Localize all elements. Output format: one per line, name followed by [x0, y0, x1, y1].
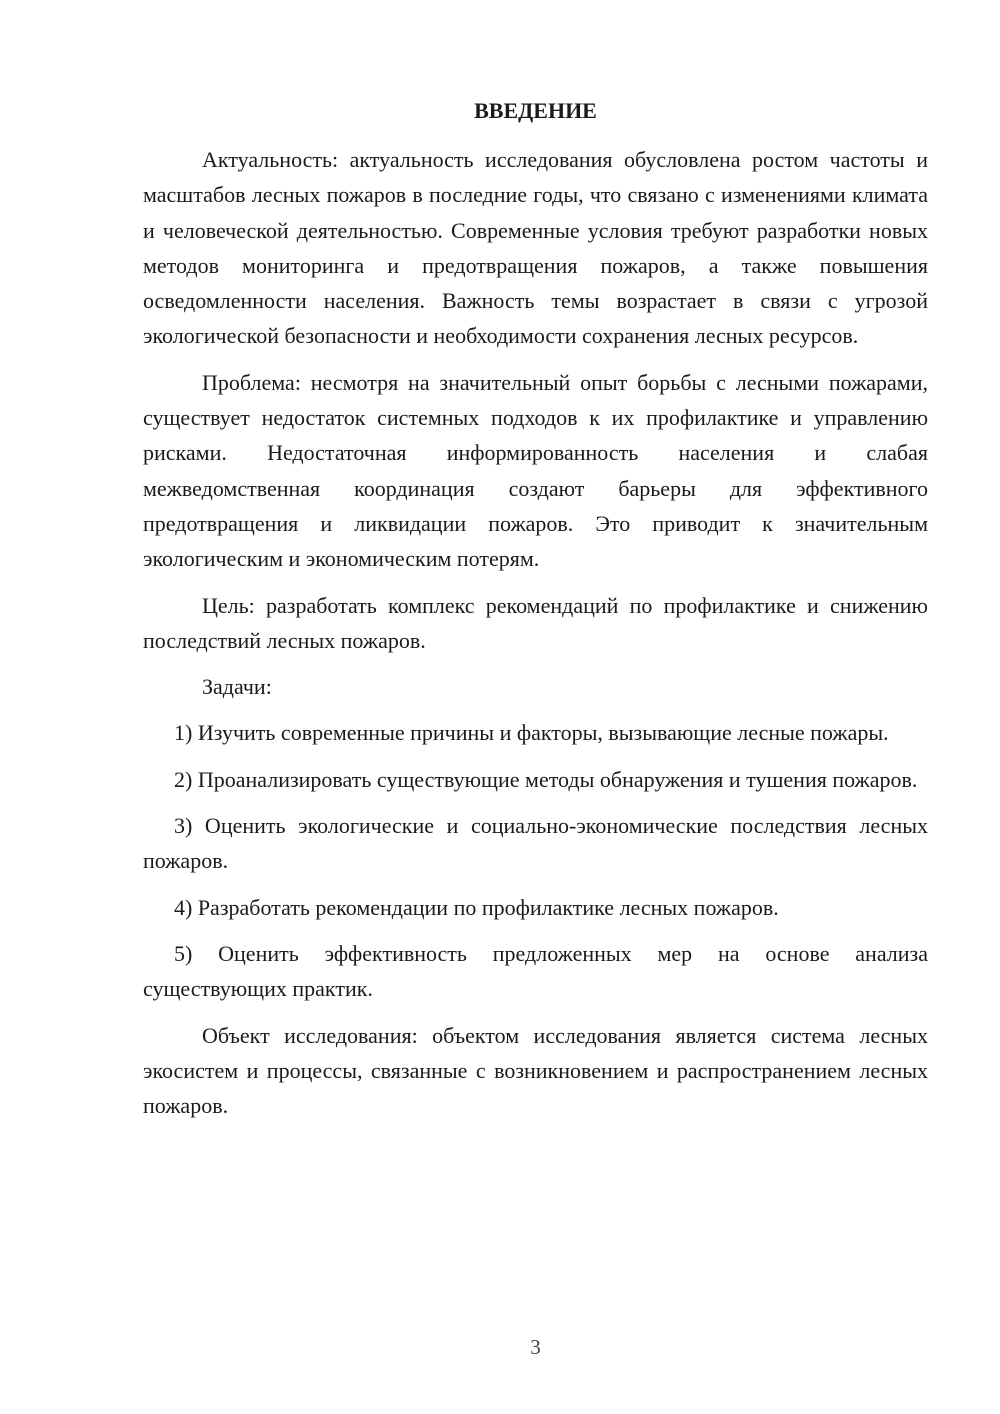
- goal-paragraph: Цель: разработать комплекс рекомендаций по профилактике и снижению последствий лесных пожаров.: [143, 592, 928, 653]
- task-item-5: 5) Оценить эффективность предложенных мер на основе анализа существующих практик.: [143, 940, 928, 1002]
- task-item-3: 3) Оценить экологические и социально-экономические последствия лесных пожаров.: [143, 813, 928, 874]
- page-number: 3: [530, 1335, 541, 1359]
- object-paragraph: Объект исследования: объектом исследования является система лесных экосистем и процессы, связанные с возникновением и распространением лесных пожаров.: [143, 1022, 928, 1119]
- document-body: [143, 142, 928, 1134]
- relevance-paragraph: Актуальность: актуальность исследования обусловлена ростом частоты и масштабов лесных пожаров в последние годы, что связано с изменениями климата и человеческой деятельностью. Современные условия требуют разработки новых методов мониторинга и предотвращения пожаров, а также повышения осведомленности населения. Важность темы возрастает в связи с угрозой экологической безопасности и необходимости сохранения лесных ресурсов.: [143, 147, 928, 349]
- section-heading: ВВЕДЕНИЕ: [474, 98, 597, 123]
- task-item-4: 4) Разработать рекомендации по профилактике лесных пожаров.: [174, 894, 779, 920]
- tasks-label: Задачи:: [202, 674, 272, 700]
- task-item-2: 2) Проанализировать существующие методы обнаружения и тушения пожаров.: [174, 766, 918, 792]
- problem-paragraph: Проблема: несмотря на значительный опыт борьбы с лесными пожарами, существует недостаток системных подходов к их профилактике и управлению рисками. Недостаточная информированность населения и слабая межведомственная координация создают барьеры для эффективного предотвращения и ликвидации пожаров. Это приводит к значительным экологическим и экономическим потерям.: [143, 369, 928, 572]
- task-item-1: 1) Изучить современные причины и факторы, вызывающие лесные пожары.: [174, 720, 889, 746]
